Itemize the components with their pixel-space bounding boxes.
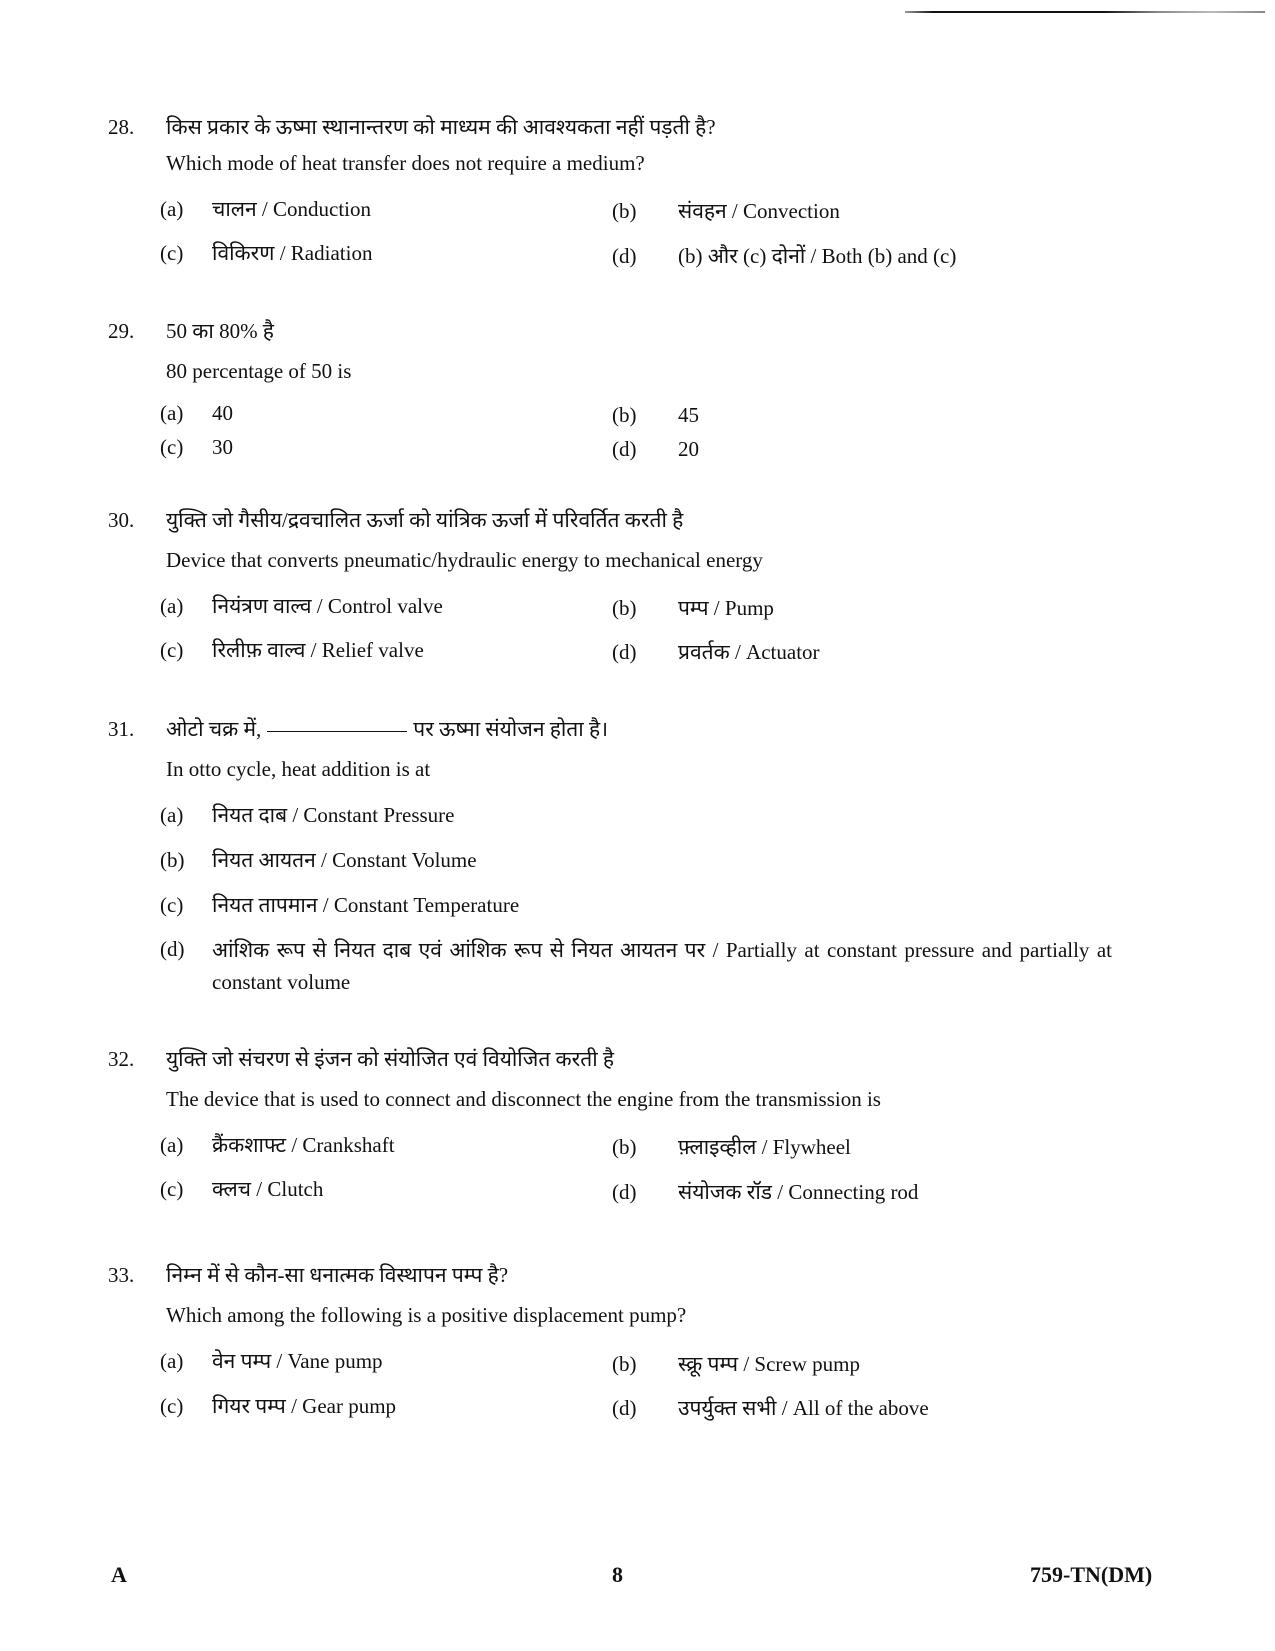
option-text: नियंत्रण वाल्व / Control valve: [212, 594, 443, 618]
option-label: (d): [612, 1396, 637, 1420]
question-number: 33.: [108, 1263, 135, 1287]
option-text: क्लच / Clutch: [212, 1177, 324, 1201]
option-c: [160, 1174, 323, 1204]
question-text-hindi: निम्न में से कौन-सा धनात्मक विस्थापन पम्प है?: [166, 1263, 509, 1287]
option-label: (a): [160, 1133, 184, 1157]
option-b: [612, 593, 774, 623]
option-label: (a): [160, 803, 184, 827]
option-text: वेन पम्प / Vane pump: [212, 1349, 383, 1373]
option-label: (b): [160, 848, 185, 872]
option-label: (b): [612, 1352, 637, 1376]
option-d: [612, 1177, 918, 1207]
option-label: (d): [612, 640, 637, 664]
option-text: स्क्रू पम्प / Screw pump: [678, 1352, 861, 1376]
option-c: [160, 238, 372, 268]
option-text: 30: [212, 435, 233, 459]
option-label: (b): [612, 596, 637, 620]
option-label: (a): [160, 1349, 184, 1373]
option-b: [612, 1349, 860, 1379]
question-30: [108, 505, 1168, 664]
option-a: [160, 194, 371, 224]
option-b: [612, 196, 840, 226]
question-text-hindi: युक्ति जो संचरण से इंजन को संयोजित एवं वियोजित करती है: [166, 1047, 615, 1071]
option-text: संवहन / Convection: [678, 199, 840, 223]
option-text: पम्प / Pump: [678, 596, 774, 620]
option-b: [612, 1132, 851, 1162]
option-text: 45: [678, 403, 699, 427]
option-label: (c): [160, 1177, 184, 1201]
option-label: (c): [160, 435, 184, 459]
option-c: [160, 1391, 396, 1421]
option-label: (a): [160, 401, 184, 425]
option-text: (b) और (c) दोनों / Both (b) and (c): [678, 244, 957, 268]
option-a: [160, 1346, 383, 1376]
option-label: (b): [612, 403, 637, 427]
option-c: [160, 890, 519, 920]
option-d: [612, 637, 820, 667]
option-c: [160, 635, 424, 665]
option-text: विकिरण / Radiation: [212, 241, 373, 265]
question-29: [108, 316, 1168, 461]
option-label: (b): [612, 199, 637, 223]
fill-in-blank: [267, 731, 407, 732]
question-28: [108, 112, 1168, 268]
question-number: 29.: [108, 319, 135, 343]
hindi-text-before-blank: ओटो चक्र में,: [166, 717, 262, 741]
option-label: (a): [160, 197, 184, 221]
option-b: [612, 400, 699, 430]
question-number: 28.: [108, 115, 135, 139]
option-text: उपर्युक्त सभी / All of the above: [678, 1396, 929, 1420]
option-text: 20: [678, 437, 699, 461]
option-label: (d): [612, 244, 637, 268]
option-d: [160, 934, 1112, 998]
option-a: [160, 800, 454, 830]
question-text-english: Device that converts pneumatic/hydraulic energy to mechanical energy: [166, 548, 763, 572]
option-label: (c): [160, 893, 184, 917]
option-label: (a): [160, 594, 184, 618]
option-a: [160, 398, 233, 428]
option-label: (b): [612, 1135, 637, 1159]
option-label: (c): [160, 638, 184, 662]
question-number: 32.: [108, 1047, 135, 1071]
page-number: 8: [612, 1562, 623, 1587]
option-label: (d): [160, 937, 185, 961]
question-33: [108, 1260, 1168, 1420]
option-text: चालन / Conduction: [212, 197, 371, 221]
option-b: [160, 845, 477, 875]
question-text-hindi: किस प्रकार के ऊष्मा स्थानान्तरण को माध्यम की आवश्यकता नहीं पड़ती है?: [166, 115, 716, 139]
option-text: संयोजक रॉड / Connecting rod: [678, 1180, 919, 1204]
question-text-hindi: युक्ति जो गैसीय/द्रवचालित ऊर्जा को यांत्रिक ऊर्जा में परिवर्तित करती है: [166, 508, 684, 532]
option-text: फ़्लाइव्हील / Flywheel: [678, 1135, 851, 1159]
question-text-hindi: [166, 714, 608, 744]
option-d: [612, 434, 699, 464]
question-text-english: Which among the following is a positive displacement pump?: [166, 1303, 687, 1327]
question-31: [108, 714, 1168, 994]
question-number: 31.: [108, 717, 135, 741]
header-rule: [905, 11, 1265, 13]
option-label: (d): [612, 1180, 637, 1204]
option-text: 40: [212, 401, 233, 425]
question-text-english: Which mode of heat transfer does not require a medium?: [166, 151, 645, 175]
option-d: [612, 1393, 929, 1423]
footer-series-code: A: [111, 1562, 127, 1587]
option-a: [160, 591, 443, 621]
option-text: नियत आयतन / Constant Volume: [212, 848, 477, 872]
question-text-english: The device that is used to connect and disconnect the engine from the transmission is: [166, 1087, 881, 1111]
option-label: (c): [160, 1394, 184, 1418]
option-text: नियत दाब / Constant Pressure: [212, 803, 455, 827]
question-text-english: 80 percentage of 50 is: [166, 359, 352, 383]
option-text: रिलीफ़ वाल्व / Relief valve: [212, 638, 424, 662]
option-text: नियत तापमान / Constant Temperature: [212, 893, 520, 917]
option-text: आंशिक रूप से नियत दाब एवं आंशिक रूप से नियत आयतन पर / Partially at constant pressure and partially at constant volume: [212, 938, 1112, 994]
question-number: 30.: [108, 508, 135, 532]
option-label: (d): [612, 437, 637, 461]
hindi-text-after-blank: पर ऊष्मा संयोजन होता है।: [413, 717, 609, 741]
question-32: [108, 1044, 1168, 1204]
question-text-hindi: 50 का 80% है: [166, 319, 274, 343]
paper-code: 759-TN(DM): [1030, 1562, 1153, 1587]
question-text-english: In otto cycle, heat addition is at: [166, 757, 431, 781]
option-text: क्रैंकशाफ्ट / Crankshaft: [212, 1133, 395, 1157]
option-d: [612, 241, 956, 271]
option-label: (c): [160, 241, 184, 265]
option-a: [160, 1130, 395, 1160]
option-text: गियर पम्प / Gear pump: [212, 1394, 397, 1418]
option-text: प्रवर्तक / Actuator: [678, 640, 820, 664]
option-c: [160, 432, 233, 462]
